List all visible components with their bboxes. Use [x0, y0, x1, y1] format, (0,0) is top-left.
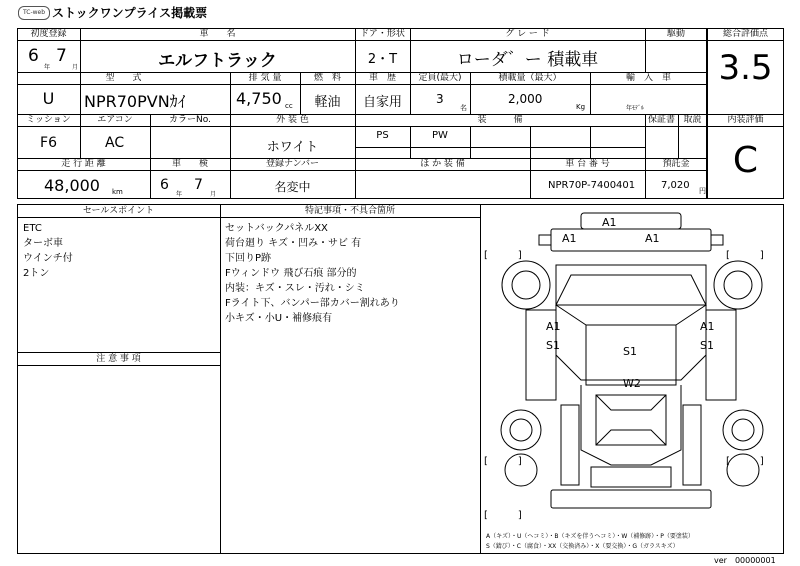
- label-manual: 取説: [683, 115, 702, 125]
- history: 自家用: [362, 95, 402, 110]
- label-inspection: 車 検: [171, 159, 208, 169]
- first-reg-year: 6: [28, 46, 39, 66]
- rear-bumper: [551, 490, 711, 508]
- equip-ps: PS: [376, 130, 389, 141]
- bracket-front-right: [ ]: [726, 250, 764, 261]
- sales-points-list: [23, 221, 73, 281]
- car-name: エルフトラック: [158, 51, 277, 71]
- bracket-front-left: [ ]: [484, 250, 522, 261]
- label-chassis: 車 台 番 号: [565, 159, 610, 169]
- label-model: 型 式: [105, 73, 142, 83]
- unit-cc: cc: [285, 102, 293, 110]
- reg-number: 名変中: [274, 180, 311, 194]
- model-prefix: U: [42, 89, 55, 108]
- page-title: ストックワンプライス掲載票: [52, 6, 208, 20]
- label-capacity: 定員(最大): [418, 73, 462, 83]
- unit-model-year: 年ﾓﾃﾞﾙ: [626, 105, 645, 112]
- insp-year: 6: [160, 177, 169, 193]
- list-item: 内装：キズ・スレ・汚れ・シミ: [225, 283, 365, 294]
- label-ext-color: 外 装 色: [276, 115, 309, 125]
- unit-kg: Kg: [576, 103, 586, 111]
- label-drive: 駆動: [666, 29, 685, 39]
- legend-line-1: A（キズ）・U（ヘコミ）・B（キズを伴うヘコミ）・W（補修跡）・P（要塗装）: [486, 533, 694, 540]
- label-first-reg: 初度登録: [30, 29, 67, 39]
- insp-month: 7: [194, 177, 203, 193]
- label-reg-number: 登録ナンバー: [266, 159, 319, 169]
- label-history: 車 歴: [368, 73, 396, 83]
- mark-door-right-a: A1: [700, 320, 715, 333]
- windshield: [556, 275, 706, 305]
- bracket-rear-left: [ ]: [484, 456, 522, 467]
- bracket-rear-right: [ ]: [726, 456, 764, 467]
- label-sales-points: セールスポイント: [82, 206, 155, 216]
- wheel-rear-left: [501, 410, 541, 450]
- capacity: 3: [436, 92, 444, 106]
- first-reg-month: 7: [56, 46, 67, 66]
- bracket-rear-bottom: [ ]: [484, 510, 522, 521]
- list-item: ウインチ付: [23, 253, 73, 264]
- mark-roof-s: S1: [623, 345, 637, 358]
- unit-km: km: [112, 188, 123, 196]
- door-type: 2・T: [367, 52, 398, 67]
- label-mileage: 走 行 距 離: [61, 159, 106, 169]
- cab-outline: [556, 265, 706, 380]
- unit-year: 年: [44, 64, 51, 71]
- wheel-rear-right: [723, 410, 763, 450]
- wheel-front-right: [714, 261, 762, 309]
- label-cautions: 注 意 事 項: [96, 354, 141, 364]
- list-item: 荷台廻り キズ・凹み・サビ 有: [225, 238, 362, 249]
- aircon: AC: [105, 135, 125, 151]
- unit-persons: 名: [460, 104, 467, 112]
- mission: F6: [40, 135, 57, 151]
- label-special-notes: 特記事項・不具合箇所: [304, 206, 395, 216]
- label-fuel: 燃 料: [313, 73, 341, 83]
- label-price: 預託金: [662, 159, 690, 169]
- chassis-number: NPR70P-7400401: [548, 180, 636, 191]
- mark-front-right: A1: [645, 232, 660, 245]
- mark-door-right-s: S1: [700, 339, 714, 352]
- price: 7,020: [661, 180, 690, 191]
- mark-front-left: A1: [562, 232, 577, 245]
- list-item: ターボ車: [23, 238, 63, 249]
- label-other-equip: ほ か 装 備: [420, 159, 465, 169]
- label-displacement: 排 気 量: [248, 73, 282, 83]
- label-warranty: 保証書: [647, 115, 675, 125]
- fuel: 軽油: [314, 95, 341, 110]
- mark-bed-w: W2: [623, 377, 641, 390]
- wheel-front-left: [502, 261, 550, 309]
- label-overall-eval: 総合評価点: [722, 29, 768, 39]
- label-color-no: カラーNo.: [169, 115, 211, 125]
- interior-score: C: [732, 140, 759, 181]
- list-item: 下回りP跡: [225, 253, 272, 264]
- list-item: Fライト下、バンパー部カバー割れあり: [225, 298, 400, 309]
- legend-line-2: S（錆び）・C（腐食）・XX（交換済み）・X（要交換）・G（ガラスキズ）: [486, 543, 679, 550]
- equip-pw: PW: [432, 130, 448, 141]
- version: ver 00000001: [714, 556, 776, 565]
- list-item: ETC: [23, 223, 42, 234]
- mark-front-top: A1: [602, 216, 617, 229]
- label-door-type: ドア・形状: [360, 29, 405, 39]
- list-item: Fウィンドウ 飛び石痕 部分的: [225, 268, 357, 279]
- list-item: 2トン: [23, 268, 50, 279]
- mark-door-left-a: A1: [546, 320, 561, 333]
- unit-insp-month: 月: [210, 191, 217, 198]
- unit-insp-year: 年: [176, 191, 183, 198]
- grade: ローダ゛ー 積載車: [456, 50, 599, 70]
- label-interior-eval: 内装評価: [727, 115, 764, 125]
- mileage: 48,000: [44, 176, 100, 195]
- load: 2,000: [508, 92, 543, 106]
- label-car-name: 車 名: [199, 29, 236, 39]
- overall-score: 3.5: [718, 48, 773, 88]
- ext-color: ホワイト: [266, 140, 319, 155]
- list-item: セットバックパネルXX: [225, 223, 328, 234]
- unit-month: 月: [72, 64, 79, 71]
- label-equipment: 装 備: [477, 115, 523, 125]
- special-notes-list: [225, 221, 400, 326]
- model-code: NPR70PVNｶｲ: [84, 92, 186, 111]
- label-import: 輸 入 車: [625, 73, 671, 83]
- label-load: 積載量（最大）: [498, 73, 562, 83]
- unit-yen: 円: [699, 187, 706, 195]
- label-mission: ミッション: [26, 115, 71, 125]
- label-aircon: エアコン: [97, 115, 133, 125]
- mark-door-left-s: S1: [546, 339, 560, 352]
- displacement: 4,750: [236, 89, 282, 108]
- label-grade: グ レ ー ド: [505, 29, 550, 39]
- logo: TC-web: [18, 6, 50, 20]
- list-item: 小キズ・小U・補修痕有: [225, 313, 333, 324]
- front-bumper: [581, 213, 681, 229]
